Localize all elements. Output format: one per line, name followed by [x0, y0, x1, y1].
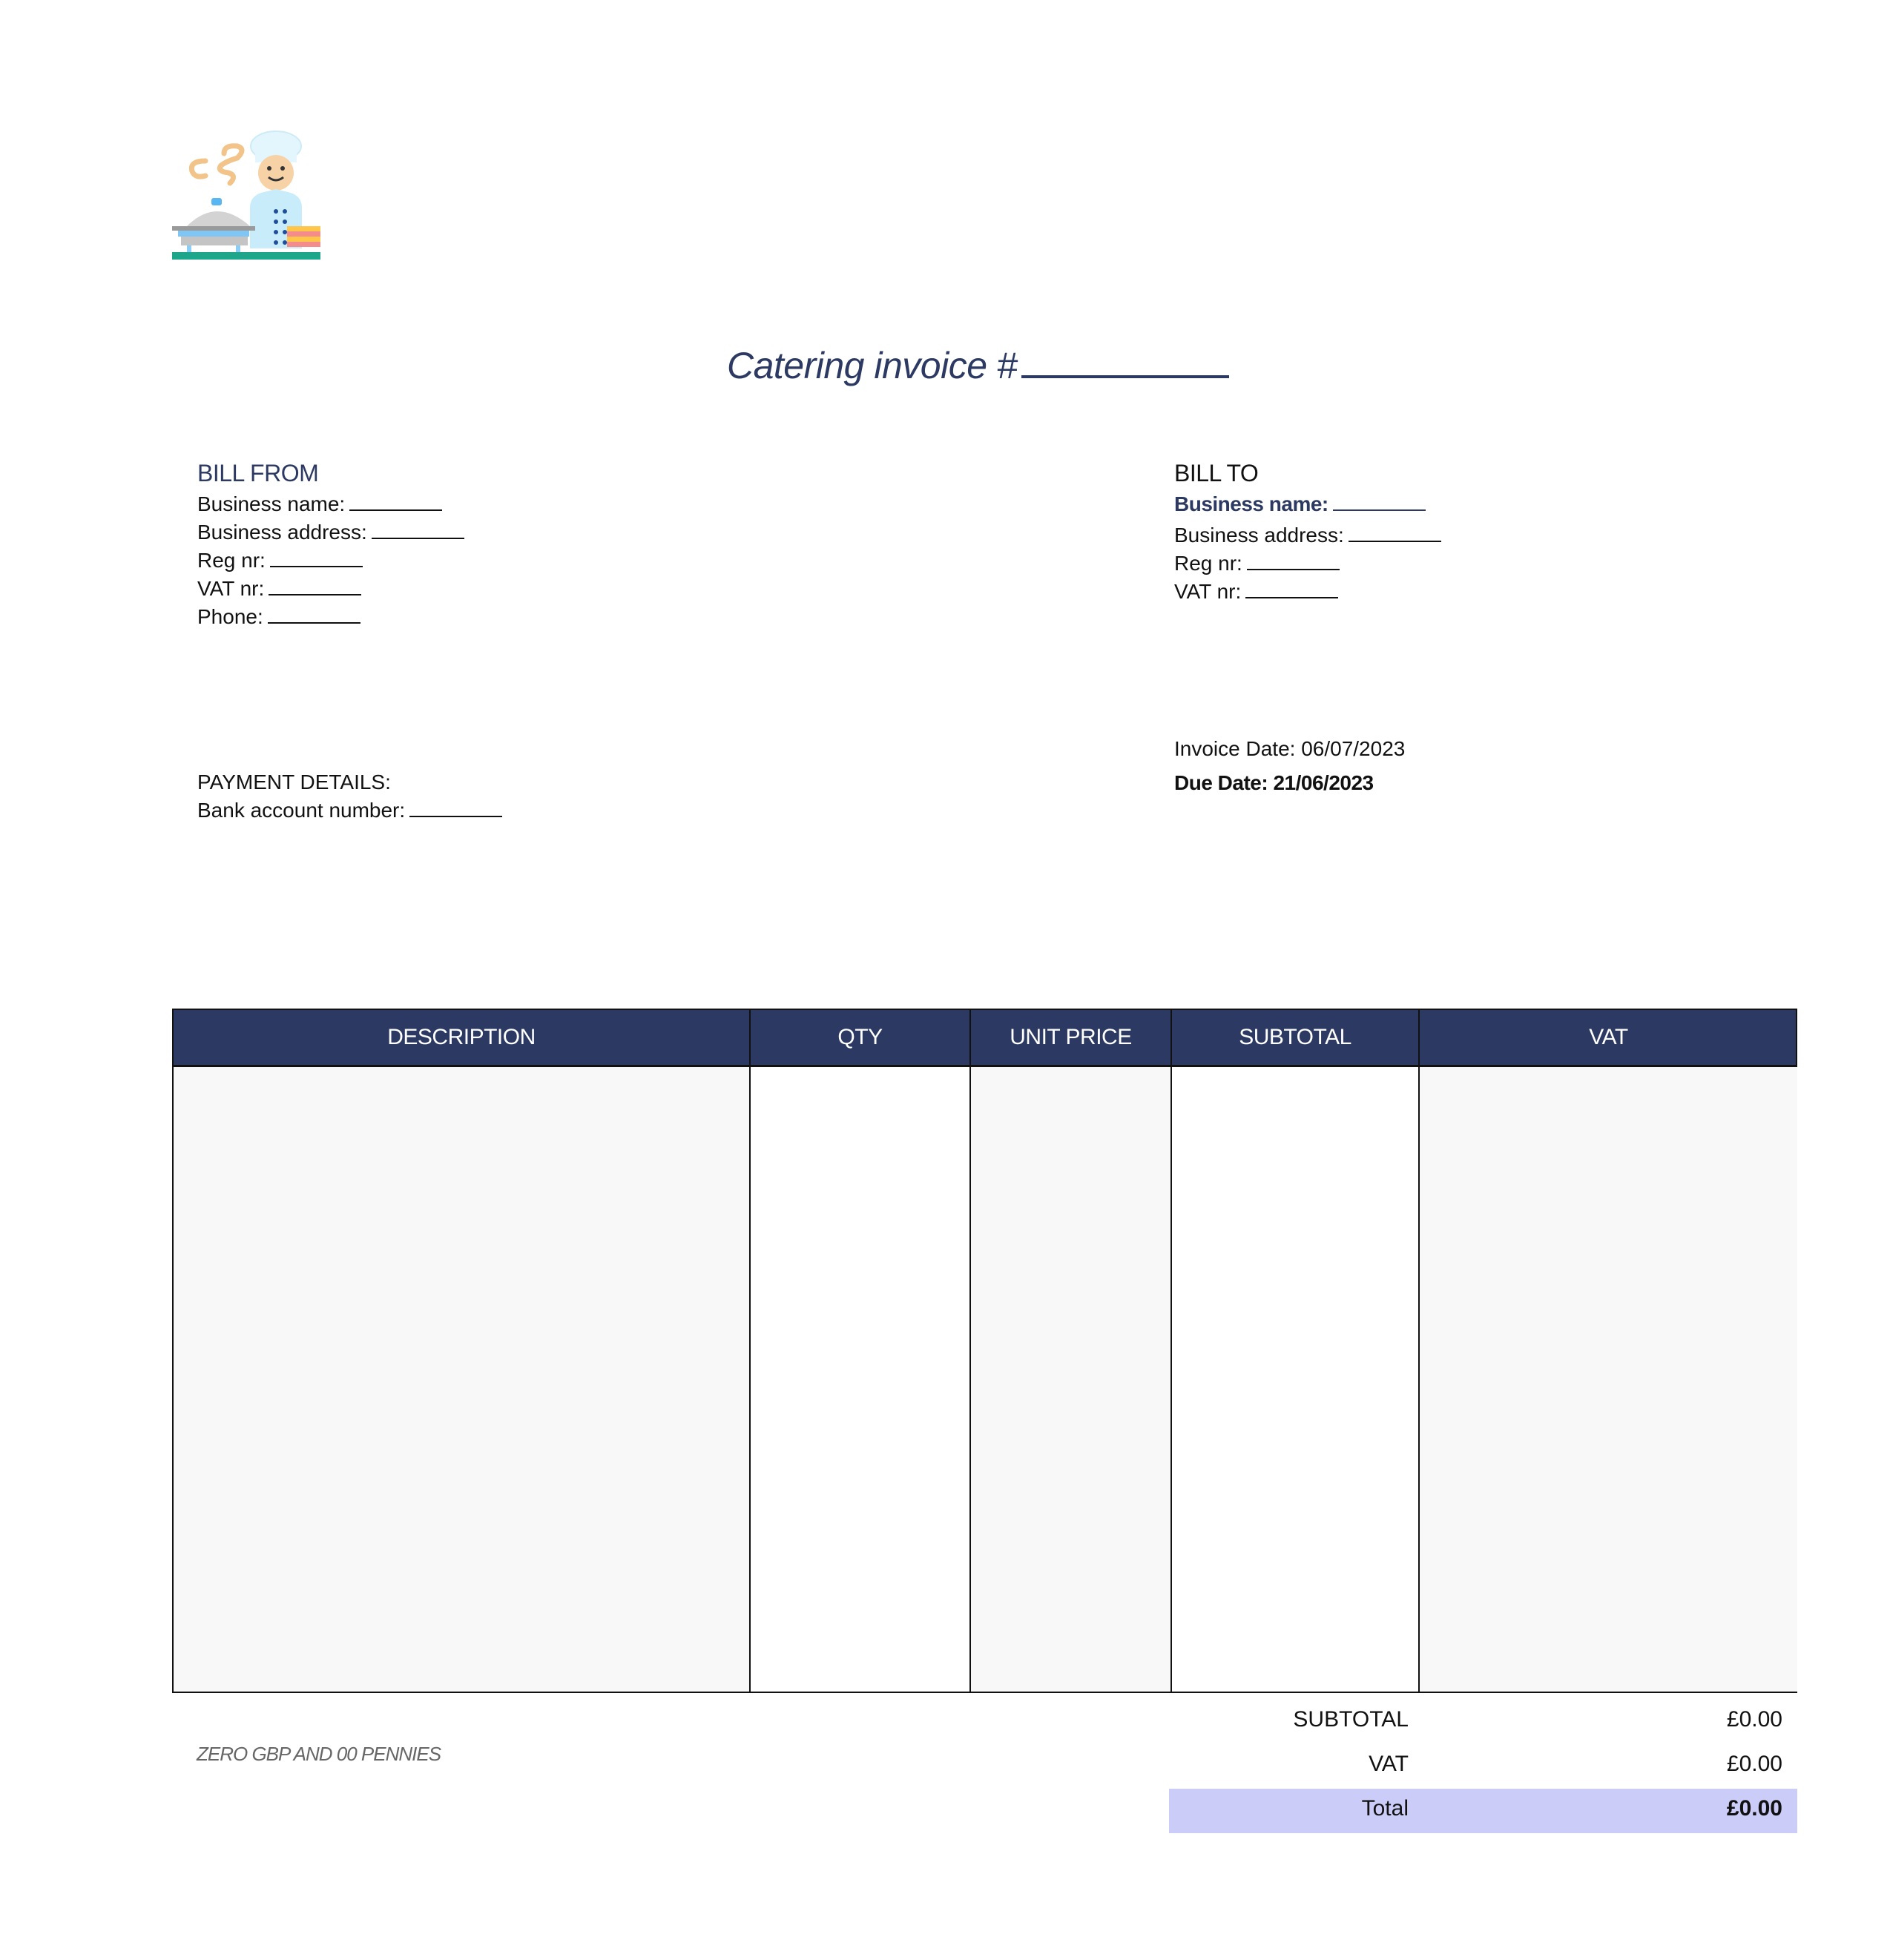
- total-label: Total: [1361, 1796, 1409, 1821]
- amount-in-words: ZERO GBP AND 00 PENNIES: [197, 1743, 441, 1765]
- invoice-date-label: Invoice Date:: [1174, 737, 1296, 760]
- column-header-description: DESCRIPTION: [174, 1010, 751, 1065]
- line-items-table: [172, 1009, 1797, 1693]
- subtotal-value: £0.00: [1726, 1707, 1782, 1732]
- field-label: Reg nr:: [197, 549, 266, 572]
- bill-to-vat-nr: [1174, 578, 1441, 606]
- bill-to-section: [1174, 456, 1441, 606]
- bank-account-row: [197, 796, 502, 825]
- due-date: [1174, 766, 1405, 800]
- field-label: Reg nr:: [1174, 552, 1242, 575]
- invoice-number-field[interactable]: [1021, 343, 1229, 378]
- title-text: Catering invoice #: [727, 345, 1018, 386]
- bill-to-business-name: [1174, 490, 1441, 518]
- subtotal-label: SUBTOTAL: [1293, 1707, 1409, 1732]
- payment-details-header: PAYMENT DETAILS:: [197, 771, 391, 793]
- column-header-qty: QTY: [751, 1010, 971, 1065]
- payment-details-section: [197, 768, 502, 825]
- column-header-unit-price: UNIT PRICE: [971, 1010, 1172, 1065]
- reg-nr-field[interactable]: [1247, 550, 1340, 570]
- bank-account-field[interactable]: [409, 796, 502, 817]
- bill-to-business-address: [1174, 521, 1441, 550]
- vat-nr-field[interactable]: [269, 575, 361, 595]
- invoice-date-value: 06/07/2023: [1301, 737, 1406, 760]
- bill-from-business-name: [197, 490, 464, 518]
- reg-nr-field[interactable]: [270, 547, 363, 567]
- due-date-label: Due Date:: [1174, 771, 1268, 794]
- dates-section: [1174, 732, 1405, 800]
- field-label: VAT nr:: [1174, 580, 1242, 603]
- description-column-cells[interactable]: [174, 1067, 751, 1692]
- bill-from-reg-nr: [197, 547, 464, 575]
- vat-label: VAT: [1369, 1752, 1409, 1776]
- due-date-value: 21/06/2023: [1273, 771, 1374, 794]
- bill-from-header: BILL FROM: [197, 460, 319, 486]
- bill-from-section: [197, 456, 464, 631]
- field-label: Business name:: [197, 492, 346, 515]
- subtotal-row: [1169, 1700, 1797, 1744]
- business-address-field[interactable]: [1349, 521, 1441, 542]
- invoice-title: [727, 343, 1229, 387]
- business-address-field[interactable]: [372, 518, 464, 539]
- bill-from-business-address: [197, 518, 464, 547]
- bank-account-label: Bank account number:: [197, 799, 406, 822]
- table-header: [174, 1010, 1796, 1067]
- invoice-date: [1174, 732, 1405, 766]
- subtotal-column-cells[interactable]: [1172, 1067, 1420, 1692]
- vat-nr-field[interactable]: [1245, 578, 1338, 598]
- bill-to-reg-nr: [1174, 550, 1441, 578]
- field-label: VAT nr:: [197, 577, 265, 600]
- bill-to-header: BILL TO: [1174, 460, 1259, 486]
- field-label: Business address:: [1174, 524, 1344, 547]
- field-label: Phone:: [197, 605, 263, 628]
- vat-value: £0.00: [1726, 1752, 1782, 1776]
- business-name-field[interactable]: [349, 490, 442, 511]
- total-value: £0.00: [1726, 1796, 1782, 1821]
- unit-price-column-cells[interactable]: [971, 1067, 1172, 1692]
- field-label: Business name:: [1174, 492, 1328, 515]
- phone-field[interactable]: [268, 603, 360, 624]
- qty-column-cells[interactable]: [751, 1067, 971, 1692]
- vat-row: [1169, 1744, 1797, 1789]
- column-header-subtotal: SUBTOTAL: [1172, 1010, 1420, 1065]
- bill-from-phone: [197, 603, 464, 631]
- total-row: [1169, 1789, 1797, 1833]
- field-label: Business address:: [197, 521, 367, 544]
- business-name-field[interactable]: [1333, 490, 1426, 511]
- column-header-vat: VAT: [1589, 1025, 1628, 1049]
- bill-from-vat-nr: [197, 575, 464, 603]
- vat-column-cells[interactable]: [1420, 1067, 1797, 1692]
- chef-catering-icon: [172, 130, 320, 260]
